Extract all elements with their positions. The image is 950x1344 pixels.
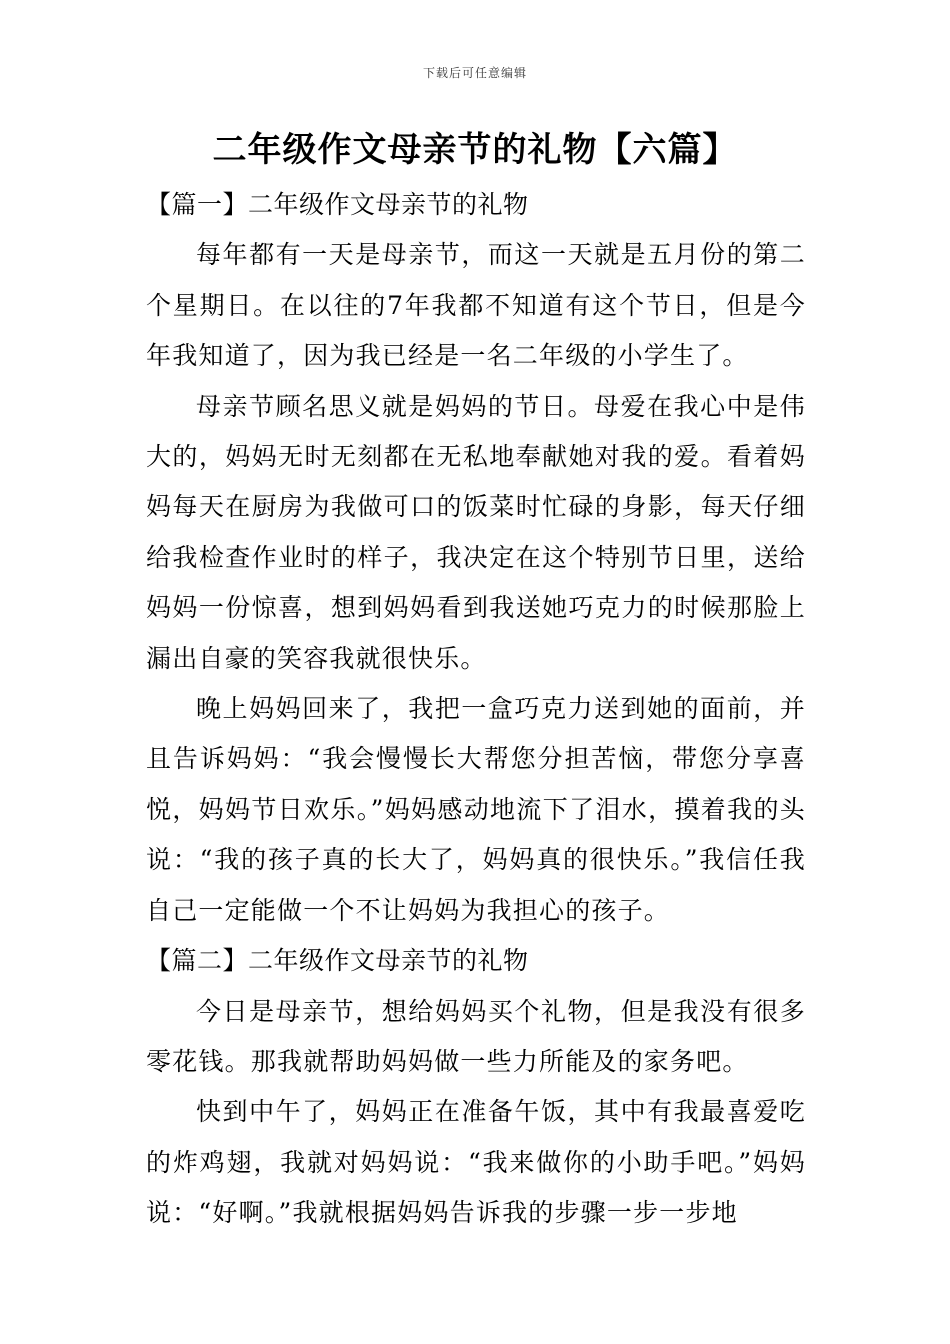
document-body xyxy=(146,180,806,1239)
section-heading: 【篇二】二年级作文母亲节的礼物 xyxy=(146,946,529,976)
document-title: 二年级作文母亲节的礼物【六篇】 xyxy=(212,130,738,170)
paragraph: 晚上妈妈回来了，我把一盒巧克力送到她的面前，并且告诉妈妈：“我会慢慢长大帮您分担苦恼，带您分享喜悦，妈妈节日欢乐。”妈妈感动地流下了泪水，摸着我的头说：“我的孩子真的长大了，妈妈真的很快乐。”我信任我自己一定能做一个不让妈妈为我担心的孩子。 xyxy=(146,694,806,925)
paragraph: 今日是母亲节，想给妈妈买个礼物，但是我没有很多零花钱。那我就帮助妈妈做一些力所能及的家务吧。 xyxy=(146,996,806,1076)
paragraph: 快到中午了，妈妈正在准备午饭，其中有我最喜爱吃的炸鸡翅，我就对妈妈说：“我来做你的小助手吧。”妈妈说：“好啊。”我就根据妈妈告诉我的步骤一步一步地 xyxy=(146,1097,806,1228)
section-heading: 【篇一】二年级作文母亲节的礼物 xyxy=(146,190,529,219)
header-note: 下载后可任意编辑 xyxy=(422,66,527,80)
paragraph: 母亲节顾名思义就是妈妈的节日。母爱在我心中是伟大的，妈妈无时无刻都在无私地奉献她对我的爱。看着妈妈每天在厨房为我做可口的饭菜时忙碌的身影，每天仔细给我检查作业时的样子，我决定在这个特别节日里，送给妈妈一份惊喜，想到妈妈看到我送她巧克力的时候那脸上漏出自豪的笑容我就很快乐。 xyxy=(146,391,806,673)
paragraph: 每年都有一天是母亲节，而这一天就是五月份的第二个星期日。在以往的7年我都不知道有这个节日，但是今年我知道了，因为我已经是一名二年级的小学生了。 xyxy=(146,240,806,371)
